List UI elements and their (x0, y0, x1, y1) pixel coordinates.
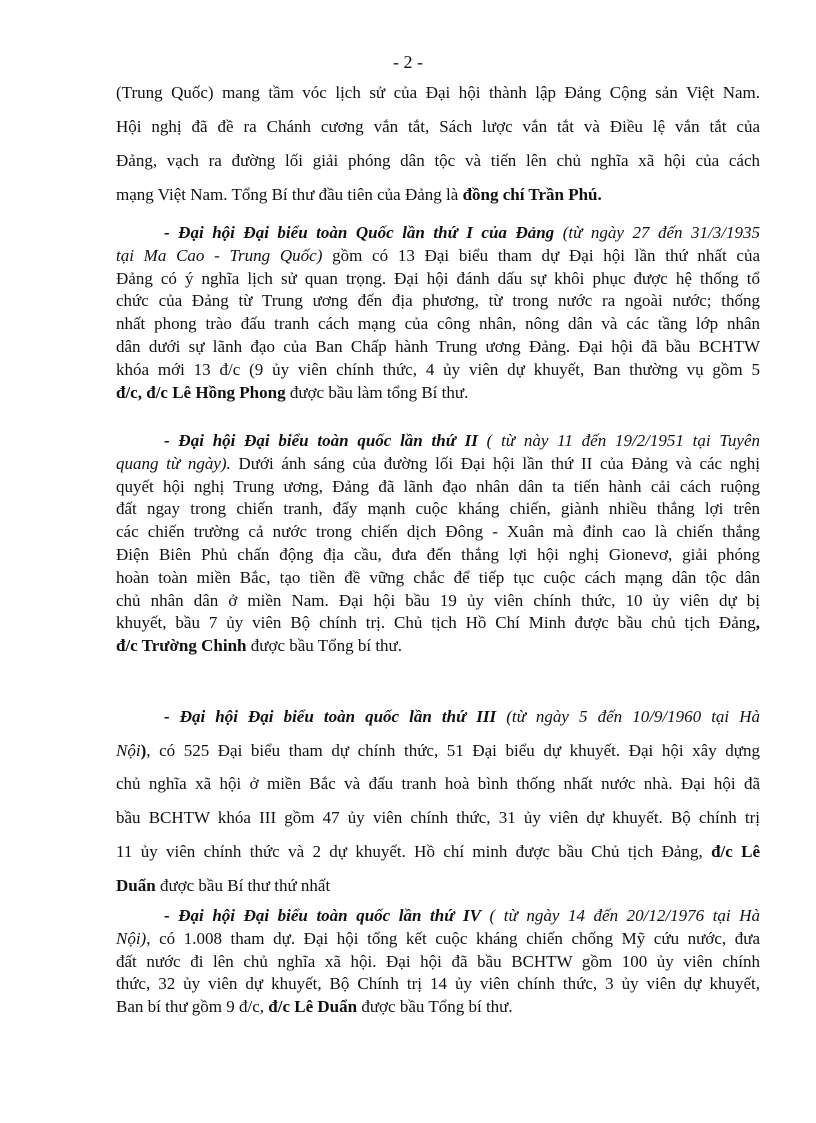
text-line (116, 430, 760, 453)
text-run: , có 525 Đại biểu tham dự chính thức, 51 Đại biểu dự khuyết. Đại hội xây dựng (146, 740, 760, 760)
text-line: đất ngay trong chiến tranh, đẩy mạnh cuộc kháng chiến, giành nhiều thắng lợi trên (116, 499, 760, 519)
text-line (116, 612, 760, 635)
congress-1-location: tại Ma Cao - Trung Quốc) (116, 245, 323, 265)
secretary-name: đ/c Lê Hồng Phong (146, 382, 286, 402)
text-run: 11 ủy viên chính thức và 2 dự khuyết. Hồ chí minh được bầu Chủ tịch Đảng, (116, 841, 712, 861)
text-line: Điện Biên Phủ chấn động địa cầu, đưa đến thắng lợi hội nghị Gionevơ, giải phóng (116, 544, 760, 564)
text-line (116, 734, 760, 768)
congress-3-heading: - Đại hội Đại biểu toàn quốc lần thứ III (164, 707, 497, 726)
congress-3-date: (từ ngày 5 đến 10/9/1960 tại Hà (496, 707, 760, 726)
congress-2-date: ( từ này 11 đến 19/2/1951 tại Tuyên (477, 431, 760, 450)
paragraph-congress-2 (116, 430, 760, 658)
congress-2-heading: - Đại hội Đại biểu toàn quốc lần thứ II (164, 431, 478, 450)
text-run: đ/c, (116, 382, 147, 402)
paragraph-congress-4 (116, 905, 760, 1019)
text-run: , (755, 613, 760, 633)
text-line: bầu BCHTW khóa III gồm 47 ủy viên chính thức, 31 ủy viên dự khuyết. Bộ chính trị (116, 808, 760, 828)
text-line (116, 453, 760, 476)
text-line (116, 700, 760, 734)
text-run: được bầu Tổng bí thư. (246, 636, 403, 656)
text-line: chức của Đảng từ Trung ương đến địa phương, từ trong nước ra ngoài nước; thống (116, 291, 760, 311)
text-line: Đảng có ý nghĩa lịch sử quan trọng. Đại hội đánh dấu sự khôi phục được hệ thống tổ (116, 268, 760, 288)
text-line: khóa mới 13 đ/c (9 ủy viên chính thức, 4 ủy viên dự khuyết, Ban thường vụ gồm 5 (116, 359, 760, 379)
text-run: , có 1.008 tham dự. Đại hội tổng kết cuộc kháng chiến chống Mỹ cứu nước, đưa (146, 928, 760, 948)
text-line (116, 869, 760, 903)
text-line: Đảng, vạch ra đường lối giải phóng dân tộc và tiến lên chủ nghĩa xã hội của cách (116, 151, 760, 170)
text-line: chủ nghĩa xã hội ở miền Bắc và đấu tranh hoà bình thống nhất nước nhà. Đại hội đã (116, 774, 760, 794)
congress-1-heading: - Đại hội Đại biểu toàn Quốc lần thứ I của Đảng (164, 223, 555, 242)
text-line (116, 905, 760, 928)
text-run: được bầu Bí thư thứ nhất (155, 875, 331, 895)
congress-1-date: (từ ngày 27 đến 31/3/1935 (554, 223, 761, 242)
text-line: thức, 32 ủy viên dự khuyết, Bộ Chính trị 14 ủy viên chính thức, 3 ủy viên dự khuyết, (116, 974, 760, 994)
congress-4-date: ( từ ngày 14 đến 20/12/1976 tại Hà (480, 906, 760, 925)
text-line (116, 382, 760, 405)
text-run: Ban bí thư gồm 9 đ/c, (116, 997, 269, 1017)
text-line: dân dưới sự lãnh đạo của Ban Chấp hành Trung ương Đảng. Đại hội đã bầu BCHTW (116, 336, 760, 356)
text-run: gồm có 13 Đại biểu tham dự Đại hội lần thứ nhất của (322, 245, 760, 265)
text-line: đất nước đi lên chủ nghĩa xã hội. Đại hội đã bầu BCHTW gồm 100 ủy viên chính (116, 951, 760, 971)
congress-3-location: Nội (116, 740, 141, 760)
paragraph-founding (116, 76, 760, 212)
secretary-name: đ/c Trường Chinh (116, 636, 247, 656)
text-line: nhất phong trào đấu tranh cách mạng của công nhân, nông dân và các tầng lớp nhân (116, 314, 760, 334)
text-line: các chiến trường cả nước trong chiến dịch Đông - Xuân mà đỉnh cao là chiến thắng (116, 522, 760, 542)
text-run: ) (140, 740, 147, 760)
text-run: được bầu làm tổng Bí thư. (285, 382, 469, 402)
text-line: hoàn toàn miền Bắc, tạo tiền đề vững chắc để tiếp tục cuộc cách mạng dân tộc dân (116, 567, 760, 587)
secretary-name: Duẩn (116, 875, 156, 895)
secretary-name: đ/c Lê (711, 841, 761, 861)
text-line (116, 245, 760, 268)
text-line (116, 996, 760, 1019)
text-run: khuyết, bầu 7 ủy viên Bộ chính trị. Chủ tịch Hồ Chí Minh được bầu chủ tịch Đảng (116, 613, 756, 633)
first-secretary-name: đồng chí Trần Phú. (462, 185, 602, 204)
text-line: (Trung Quốc) mang tầm vóc lịch sử của Đại hội thành lập Đảng Cộng sản Việt Nam. (116, 83, 760, 102)
text-line (116, 928, 760, 951)
paragraph-congress-3 (116, 700, 760, 902)
congress-4-location: Nội) (116, 928, 147, 948)
text-run: Dưới ánh sáng của đường lối Đại hội lần thứ II của Đảng và các nghị (230, 453, 761, 473)
paragraph-congress-1 (116, 222, 760, 404)
text-run: mạng Việt Nam. Tổng Bí thư đầu tiên của Đảng là (116, 185, 463, 204)
text-run: được bầu Tổng bí thư. (357, 997, 513, 1017)
text-line (116, 178, 760, 212)
congress-4-heading: - Đại hội Đại biểu toàn quốc lần thứ IV (164, 906, 481, 925)
text-line: quyết hội nghị Trung ương, Đảng đã lãnh đạo nhân dân ta tiến hành cải cách ruộng (116, 476, 760, 496)
text-line (116, 635, 760, 658)
text-line (116, 222, 760, 245)
text-line (116, 835, 760, 869)
secretary-name: đ/c Lê Duẩn (268, 997, 358, 1017)
text-line: Hội nghị đã đề ra Chánh cương vắn tắt, Sách lược vắn tắt và Điều lệ vắn tắt của (116, 117, 760, 136)
page-number: - 2 - (393, 52, 423, 72)
text-line: chủ nhân dân ở miền Nam. Đại hội bầu 19 ủy viên chính thức, 10 ủy viên dự bị (116, 590, 760, 610)
congress-2-location: quang từ ngày). (116, 453, 231, 473)
